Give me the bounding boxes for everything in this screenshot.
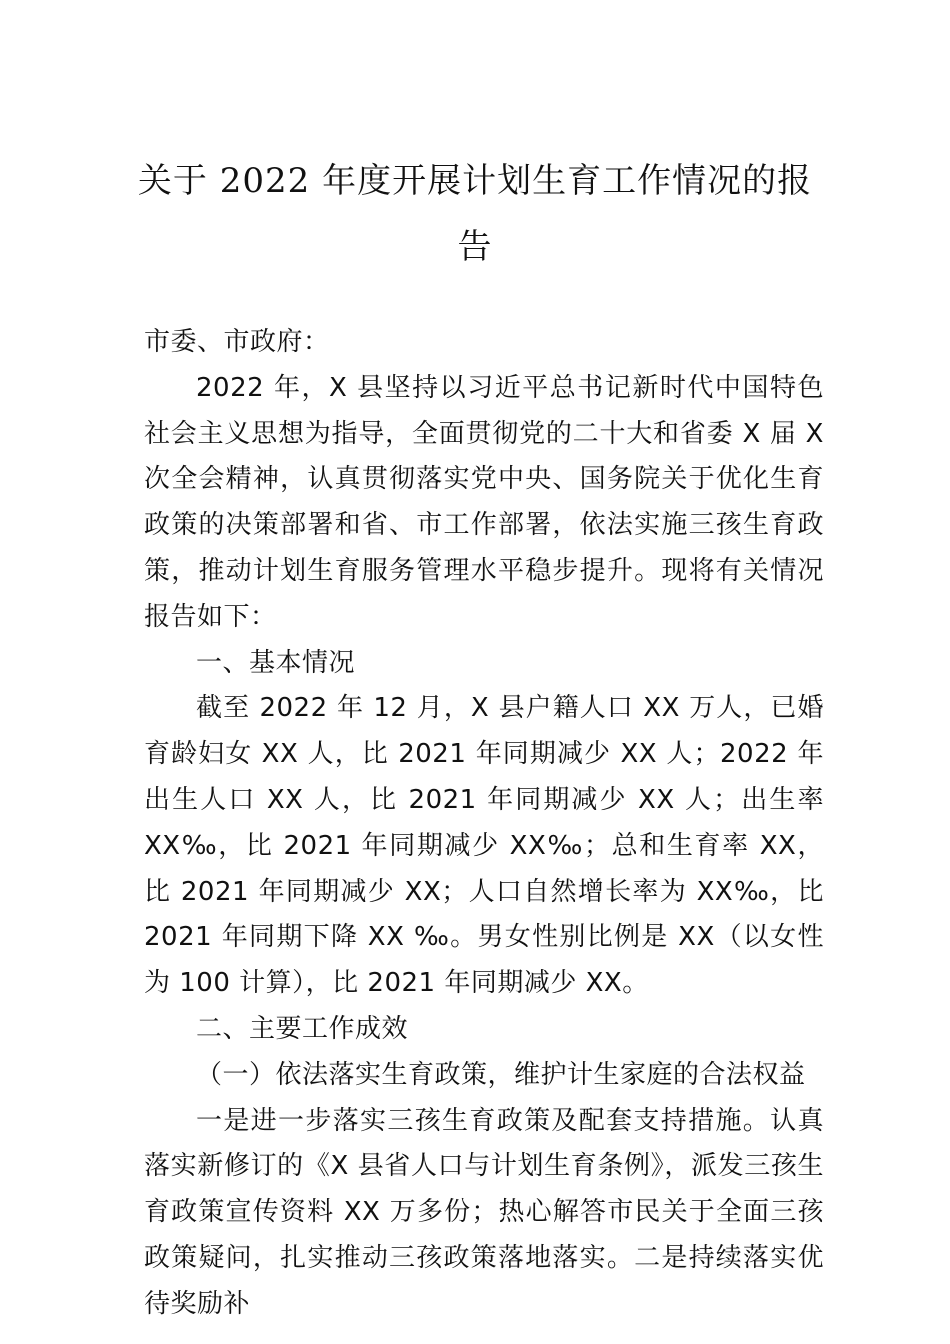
subsection-heading-policy: （一）依法落实生育政策，维护计生家庭的合法权益 — [196, 1059, 806, 1090]
document-title — [110, 148, 840, 280]
title-line-1: 关于 2022 年度开展计划生育工作情况的报 — [137, 161, 813, 201]
salutation: 市委、市政府： — [144, 327, 330, 357]
document-body — [144, 320, 824, 1328]
paragraph-statistics: 截至 2022 年 12 月，X 县户籍人口 XX 万人，已婚育龄妇女 XX 人，比 2021 年同期减少 XX 人；2022 年出生人口 XX 人，比 2021 年同期减少 XX 人；出生率 XX‰，比 2021 年同期减少 XX‰；总和生育率 XX，比 2021 年同期减少 XX；人口自然增长率为 XX‰，比 2021 年同期下降 XX ‰。男女性别比例是 XX（以女性为 100 计算），比 2021 年同期减少 XX。 — [144, 693, 824, 999]
paragraph-intro: 2022 年，X 县坚持以习近平总书记新时代中国特色社会主义思想为指导，全面贯彻党的二十大和省委 X 届 X 次全会精神，认真贯彻落实党中央、国务院关于优化生育政策的决策部署和省、市工作部署，依法实施三孩生育政策，推动计划生育服务管理水平稳步提升。现将有关情况报告如下： — [144, 372, 824, 632]
paragraph-policy-details: 一是进一步落实三孩生育政策及配套支持措施。认真落实新修订的《X 县省人口与计划生育条例》，派发三孩生育政策宣传资料 XX 万多份；热心解答市民关于全面三孩政策疑问，扎实推动三孩政策落地落实。二是持续落实优待奖励补 — [144, 1105, 824, 1319]
title-line-2: 告 — [457, 227, 493, 267]
section-heading-basic-situation: 一、基本情况 — [196, 647, 356, 678]
section-heading-main-results: 二、主要工作成效 — [196, 1013, 409, 1044]
